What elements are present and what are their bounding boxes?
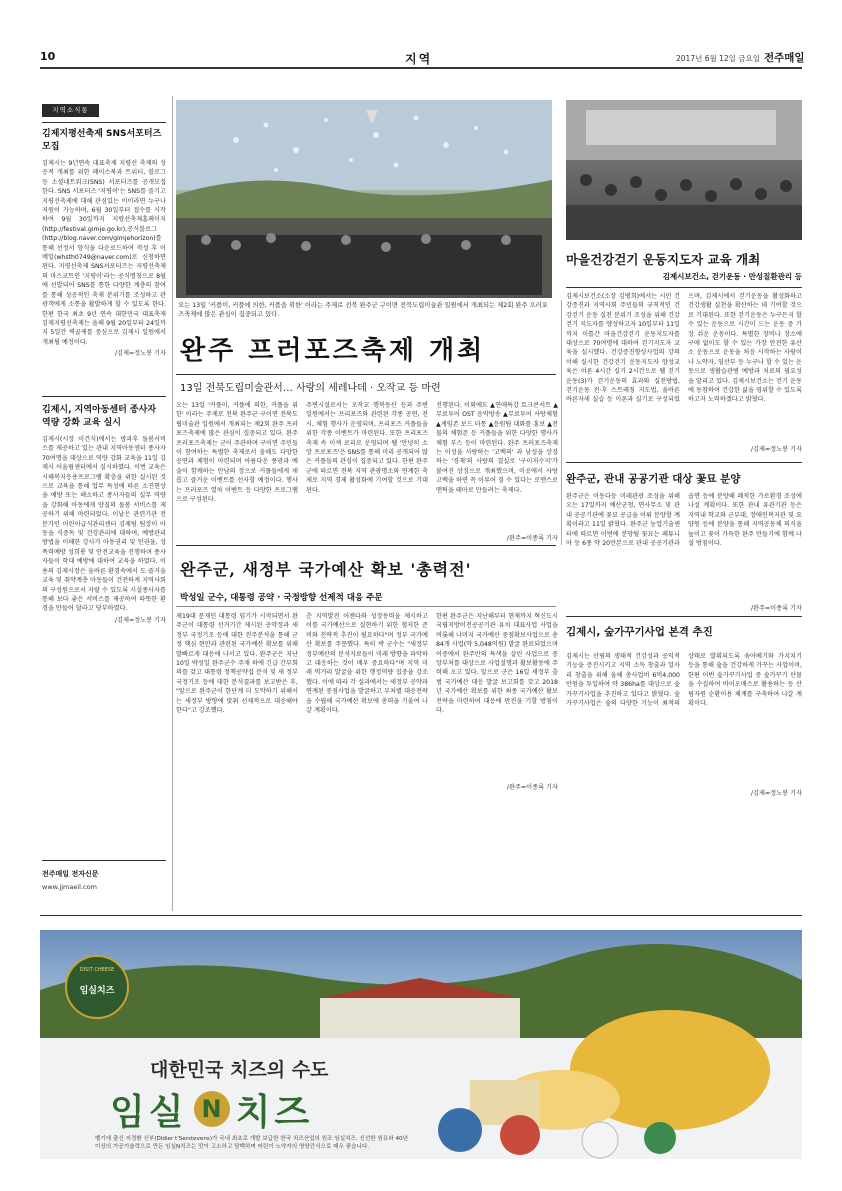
ad-big-title [110, 1088, 314, 1133]
main-article-col-3: 진행된다. 이외에도 ▲연애특강 토크콘서트 ▲ 무료투어 OST 음악방송 ▲무료투어 사랑체험 ▲게임존 보드 터통 ▲응원팀 대화를 홍보 ▲전물의 체험존 등 커플들을 위한 다양한 행사가 체험 부스 등이 마련된다. 완주 프러포즈축제는 이성을 사랑하는 '고백의' 과 남성을 상징하는 '경재'의 사랑의 결실로 '구이저수지'가 붙여진 상징으로 개최했으며, 이곳에서 사랑고백을 하면 꼭 이루어 질 수 있다는 로맨스로맨틱을 테마로 만들려는 축제다. [436, 402, 558, 494]
flower-article-headline: 완주군, 관내 공공기관 대상 꽃묘 분양 [566, 473, 741, 485]
sidebar-article-title: 김제지평선축제 SNS서포터즈 모집 [42, 129, 162, 152]
ad-description: 벨기에 출신 지정환 신부(Didier t'Serstevens)가 국내 최초로 개발 보급한 한국 치즈산업의 원조 임실치즈. 신선한 원유와 40년 이상의 가공기술력으로 만든 임실N치즈는 맛이 고소하고 담백하며 어린이 노약자의 영양간식으로 매우 좋습니다. [95, 1136, 408, 1150]
forest-article-headline: 김제시, 숲가꾸기사업 본격 추진 [566, 626, 713, 638]
main-article-col-2: 주변시설로서는 오작교 행복동산 등과 주변 일원에서는 프리포즈와 관련된 각종 공연, 전시, 체험 행사가 운영되며, 프리포즈 커플들을 위한 각종 이벤트가 마련된다. 또한 프리포즈축제 속 이색 로피로 운영되며 웰 '안녕히 소망 프로포즈'은 SNS를 통해 미리 공개되어 많은 커플들의 관심이 집중되고 있다. 한편 완주군에 따르면 전북 지역 관광명소와 연계한 축제로 지역 경제 활성화에 기여할 것으로 기대된다. [306, 402, 428, 494]
sidebar-rule [42, 122, 166, 123]
right-article-headline: 마을건강걷기 운동지도자 교육 개최 [566, 252, 761, 267]
forest-rule [566, 616, 802, 617]
sidebar-article-byline: /김제=정노봉 기자 [114, 350, 166, 358]
sidebar-article-title: 김제시, 지역아동센터 종사자 역량 강화 교육 실시 [42, 405, 157, 428]
section-title: 지역 [405, 52, 433, 66]
ad-logo-brand: 임실치즈 [79, 986, 115, 996]
festival-photo-illustration [176, 100, 552, 298]
page-number: 10 [40, 50, 56, 63]
header-rule [40, 67, 802, 69]
main-subheadline: 13일 전북도립미술관서… 사랑의 세레나데 · 오작교 등 마련 [180, 383, 441, 394]
issue-date: 2017년 6월 12일 금요일 [676, 54, 761, 63]
ad-logo-top: DISIT CHEESE [79, 967, 115, 973]
sidebar-article-body: 김제시는 9년연속 대표축제 지평선 축제의 성공적 개최를 위한 페이스북과 트위터, 블로그 등 소셜네트워크(SNS) 서포터즈를 공개모집한다. SNS 서포터즈 '지평이'는 SNS를 즐기고 지평선축제에 대해 관심있는 이이라면 누구나 지원이 가능하며, 6월 30일부터 접수를 시작하여 9월 30일까지 지평선축제홈페이지(http://festival.gimje.go.kr),공식블로그(http://blog.naver.com/gimjehorizon)를 통해 선정서 양식을 다운로드하여 작성 후 이메일(whsth0749@naver.com)로 신청하면 된다. 지평선축제 SNS서포터즈는 지평선축제의 마스코트인 '지평이'라는 공식명칭으로 8월에 선발되어 SNS를 통한 다양한 계층의 참여를 통해 성공적인 축제 분위기를 조성하고 관광객에게 소통을 활발하게 할 수 있도록 한다. 한편 한국 최초 9년 연속 대한민국 대표축제 김제지평선축제는 올해 9월 20일부터 24일까지 5일간 벽골제를 중심으로 김제시 일원에서 개최될 예정이다. [42, 160, 166, 346]
right-article-subheadline: 김제시보건소, 걷기운동 · 만성질환관리 등 [662, 272, 802, 281]
main-article-byline: /완주=이종록 기자 [506, 535, 558, 542]
main-article-col-1: 오는 13일 '커플이, 커플에 의한, 커플을 위한' 이라는 주제로 전북 완주군 구이면 전북도립미술관 일원에서 개최되는 제2회 완주 프러포즈축제에 많은 관심이 집중되고 있다. 완주 프러포즈축제는 군이 주관하며 구이면 주민들이 참여하는 특별한 축제로서 올해도 다양한 공연과 체험이 마련되며 아름다운 풍광과 예술이 함께하는 만남의 장으로 커플들에게 새롭고 즐거운 이벤트를 선사할 예정이다. 행사는 프러포즈 열차 이벤트 등 다양한 프로그램으로 구성된다. [176, 402, 298, 504]
ad-top-rule [40, 915, 802, 916]
sidebar-footer [42, 860, 166, 913]
cheese-advertisement[interactable] [40, 930, 802, 1159]
sidebar-article-byline: /김제=정노봉 기자 [114, 616, 166, 624]
budget-byline: /완주=이종록 기자 [506, 784, 558, 791]
photo-caption: 오는 13일 '커플이, 커플에 의한, 커플을 위한' 이라는 주제로 전북 완주군 구이면 전북도립미술관 일원에서 개최되는 제2회 완주 프러포즈축제에 많은 관심이 집중되고 있다. [178, 302, 548, 318]
forest-article-body: 김제시는 산림의 생태적 건강성과 공익적 기능을 증진시키고 지역 소득 창출과 일자리 창출을 위해 올해 총사업비 6억4,000만원을 투입하여 약 386ha를 대상으로 숲가꾸기사업을 추진하고 있다고 밝혔다. 숲가꾸기사업은 숲의 다양한 기능이 최적의 상태로 발휘되도록 솎아베기와 가지치기 등을 통해 숲을 건강하게 가꾸는 사업이며, 한편 이번 숲가꾸기사업 중 숲가꾸기 산물을 수집하여 바이오매스로 활용하는 등 산림자원 순환이용 체계를 구축하여 나갈 계획이다. [566, 653, 802, 708]
forest-article-byline: /김제=정노봉 기자 [750, 790, 802, 797]
column-divider [561, 300, 562, 545]
column-divider [172, 96, 173, 911]
main-headline: 완주 프러포즈축제 개최 [180, 336, 486, 366]
sidebar-divider [42, 396, 166, 397]
budget-headline: 완주군, 새정부 국가예산 확보 '총력전' [180, 560, 472, 579]
flower-rule [566, 462, 802, 463]
headline-rule [176, 374, 556, 375]
ad-tagline: 대한민국 치즈의 수도 [150, 1059, 329, 1081]
footer-url[interactable]: www.jjmaeil.com [42, 883, 97, 891]
right-article-byline: /김제=정노봉 기자 [750, 446, 802, 453]
festival-photo [176, 100, 552, 298]
flower-article-body: 완주군은 이동다둥 미래관광 조성을 위해 오는 17일까지 예산군청, 면사무소 및 관내 공공기관에 꽃묘 공급을 이뤄 분양할 계획이라고 11일 밝혔다. 완주군 농업기술센터에 따르면 이번에 분양될 꽃묘는 페튜니아 등 6종 약 20만본으로 관내 공공기관과 읍면 등에 분양해 쾌적한 가로환경 조성에 나설 계획이다. 또한 관내 유관기관 등은 지역내 학교와 군부대, 장애인복지관 및 요양원 등에 분양을 통해 지역공동체 의식을 높이고 꽃이 가득한 완주 만들기에 함께 나설 방침이다. [566, 493, 802, 548]
ad-title-badge: N [194, 1091, 230, 1127]
budget-col-3: 한편 완주군은 지난해부터 현재까지 혁신도시 국립지방이전공공기관 유치 대표사업 사업을 비롯해 나머지 국가예산 중점확보사업으로 총 84개 사업(약 5,048억원) 발굴 완료되었으며 이중에서 완주만의 특색을 살린 사업으로 중앙부처를 대상으로 사업설명과 활보활동에 주력해 오고 있다. 앞으로 군은 16일 새정부 출범 국가예산 대응 발굴 보고회를 갖고 2018년 국가예산 확보를 위한 최종 국가예산 활보전략을 마련하여 대응에 만전을 기할 방침이다. [436, 613, 558, 715]
ad-logo-badge [65, 955, 129, 1019]
budget-col-1: 제19대 문재인 대통령 임기가 시작되면서 완주군이 대통령 선거기간 제시된 공약정과 새정부 국정기조 등에 대한 전주분석을 통해 군정 핵심 현안과 관련된 국가예산 확보를 위해 발빠르게 대응에 나서고 있다. 완주군은 지난 10일 박성일 완주군수 주재 하에 긴급 간부회의를 갖고 대통령 정책공약집 분석 및 새 정부 국정기조 등에 대한 분석결과를 보고받은 후, "앞으로 완주군이 한단계 더 도약하기 위해서는 새정부 방향에 맞춰 선제적으로 대응해야 한다"고 강조했다. [176, 613, 298, 715]
right-article-rule [566, 287, 802, 288]
budget-rule [176, 545, 556, 546]
ad-title-right: 치즈 [235, 1091, 314, 1133]
budget-subheadline: 박성일 군수, 대통령 공약 · 국정방향 선제적 대응 주문 [180, 593, 383, 603]
right-article-body: 김제시보건소(소장 김병희)에서는 시민 건강증진과 지역사회 주민들의 규칙적인 건강걷기 운동 실천 분위기 조성을 위해 건강걷기 지도자를 양성하고자 10일부터 11일까지 이틀간 마을건강걷기 운동지도자를 대상으로 70여명에 대하여 걷기지도자 교육을 실시했다. 건강증진향상사업의 강의 이해 실시한 건강걷기 운동지도자 양성교육은 이론 4시간 실기 2시간으로 웰 걷기운동(3)가 걷기운동의 효과와 실천방법, 걷기운동 전·후 스트레칭 지도법, 올바른 바른자세 실습 등 이론과 실기로 구성되었으며, 김제시에서 걷기운동을 활성화하고 건강생활 실천을 확산하는 데 기여할 것으로 기대된다. 또한 걷기운동은 누구든지 할 수 있는 운동으로 시간이 드는 운동 중 가장 쉬운 운동이다. 특별한 장비나 장소에 구애 없이도 할 수 있는 가장 안전한 유산소 운동으로 운동을 처음 시작하는 사람이나 노약자, 임산부 등 누구나 할 수 있는 운동으로 생활습관병 예방과 치료의 필요성을 알리고 있다. 김제시보건소는 걷기 운동에 동참하여 건강한 삶을 영위할 수 있도록 하고자 노력하겠다고 밝혔다. [566, 293, 802, 404]
budget-subrule [176, 606, 556, 607]
ad-title-left: 임실 [110, 1091, 188, 1133]
walking-class-photo [566, 100, 802, 240]
sidebar-article-1 [42, 128, 166, 357]
budget-col-2: 춘 지역발전 어젠다와 성장동력을 제시하고 이를 국가예산으로 실현하기 위한 철저한 준비와 전략적 추진이 필요하다"며 정부 국가예산 확보를 주문했다. 특히 박 군수는 "새정부 정부예산의 분석자료들이 미래 방향을 파악하고 대응하는 것이 매우 중요하다"며 지역 미래 먹거리 발굴을 위한 행정역량 집중을 강조했다. 이에 따라 각 실과에서는 새정부 공약과 연계된 중점사업을 발굴하고 부처별 대응전략을 수립해 국가예산 확보에 총력을 기울여 나갈 계획이다. [306, 613, 428, 715]
flower-article-byline: /완주=이종록 기자 [750, 605, 802, 612]
sidebar-tag: 지역소식통 [42, 104, 99, 117]
sidebar-article-2 [42, 404, 166, 624]
walking-class-illustration [566, 100, 802, 240]
publication-name: 전주매일 [764, 52, 805, 64]
footer-name: 전주매일 전자신문 [42, 870, 99, 878]
sidebar-article-body: 김제시(시장 이건식)에서는 방과후 돌봄서비스를 제공하고 있는 관내 지역아동센터 종사자 70여명을 대상으로 역량 강화 교육을 11일 김제시 어울림센터에서 실시하였다. 이번 교육은 시혜복지응용프로그램 확충을 위한 실시된 것으로 교육을 통해 업무 특성에 따른 소진현상을 예방 또는 해소하고 종사자들의 실무 역량을 강화해 아동에게 양질의 돌봄 서비스를 제공하기 위해 마련되었다. 이날은 관련기관 전문가인 어린이급식관리센터 김제팀 팀장이 아동을 식중독 및 건강관리에 대하여, 예방관리방법을 이해한 강사가 아동권리 및 인권을, 성폭력예방 성희롱 및 안전교육을 진행하며 종사자들이 학대 예방에 대하여 교육을 하였다. 이용의 김제시장은 올바른 환경속에서 도 즐거울 교육 및 취약계층 아동들이 건전하게 지역사회의 구성원으로서 자랄 수 있도록 시설종사자를 통해 보다 좋은 서비스를 제공하여 따뜻한 환경을 만들어 달라고 당부하였다. [42, 436, 166, 613]
